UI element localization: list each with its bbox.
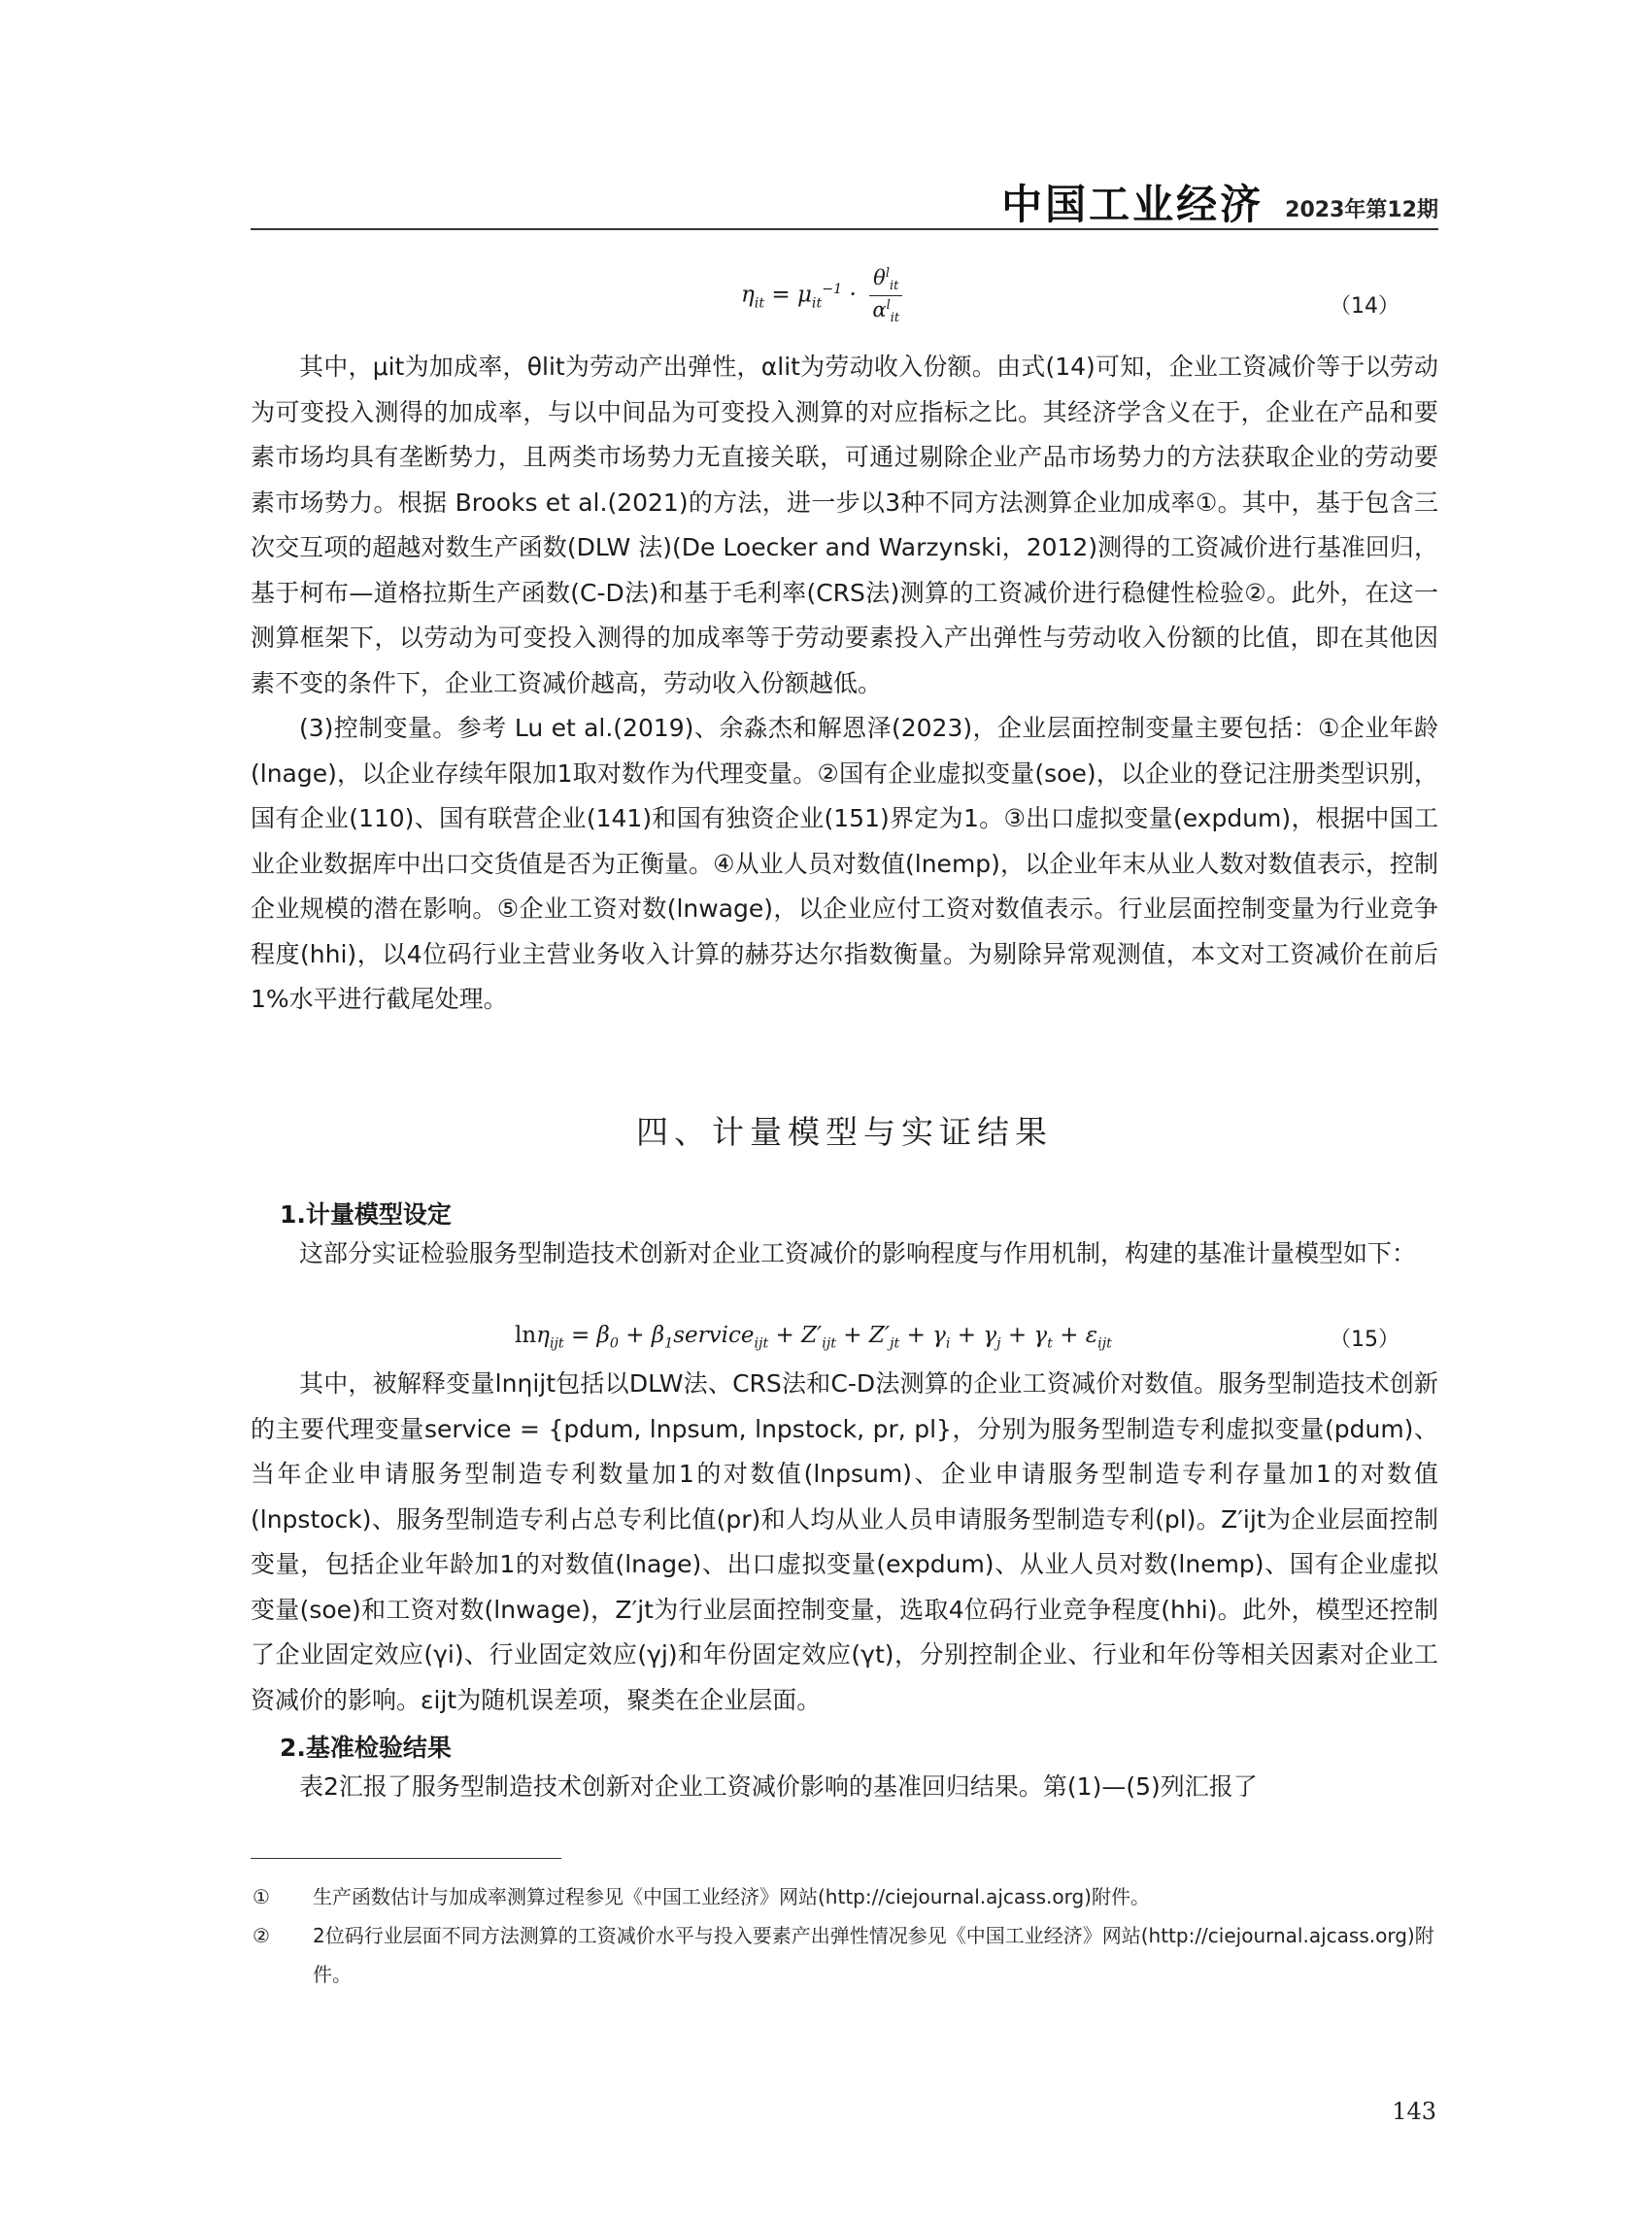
subsection-heading: 2.基准检验结果 [280,1734,452,1762]
equation-number: （15） [1330,1328,1399,1352]
footnote-rule [251,1858,561,1859]
body-paragraph [251,1765,1438,1810]
issue-label: 2023年第12期 [1285,198,1438,222]
journal-name: 中国工业经济 [1001,181,1264,228]
subsection-heading: 1.计量模型设定 [280,1200,452,1229]
equation-15: $\ln\eta_{ijt} = \beta_0$ + $\beta_1service_{ijt} + Z'_{ijt} + Z'_{jt} + \gamma_i + \gamma_j + \gamma_t + \varepsilon_{ijt}$ （15） [515,1323,1399,1352]
section-title: 四、计量模型与实证结果 [636,1113,1053,1151]
header-rule [251,228,1438,230]
footnote-mark: ① [253,1885,270,1908]
page-number: 143 [1392,2098,1436,2125]
body-paragraph [251,1362,1438,1723]
paragraph-markups: 其中，μit为加成率，θlit为劳动产出弹性，αlit为劳动收入份额。由式(14)可知，企业工资减价等于以劳动为可变投入测得的加成率，与以中间品为可变投入测算的对应指标之比。其经济学含义在于，企业在产品和要素市场均具有垄断势力，且两类市场势力无直接关联，可通过剔除企业产品市场势力的方法获取企业的劳动要素市场势力。根据 Brooks et al.(2021)的方法，进一步以3种不同方法测算企业加成率①。其中，基于包含三次交互项的超越对数生产函数(DLW 法)(De Loecker and Warzynski，2012)测得的工资减价进行基准回归，基于柯布—道格拉斯生产函数(C-D法)和基于毛利率(CRS法)测算的工资减价进行稳健性检验②。此外，在这一测算框架下，以劳动为可变投入测得的加成率等于劳动要素投入产出弹性与劳动收入份额的比值，即在其他因素不变的条件下，企业工资减价越高，劳动收入份额越低。 [251,353,1438,697]
footnote [251,1916,1438,1994]
paragraph-variables: 其中，被解释变量lnηijt包括以DLW法、CRS法和C-D法测算的企业工资减价对数值。服务型制造技术创新的主要代理变量service = {pdum, lnpsum, lnpstock, pr, pl}，分别为服务型制造专利虚拟变量(pdum)、当年企业申请服务型制造专利数量加1的对数值(lnpsum)、企业申请服务型制造专利存量加1的对数值(lnpstock)、服务型制造专利占总专利比值(pr)和人均从业人员申请服务型制造专利(pl)。Z′ijt为企业层面控制变量，包括企业年龄加1的对数值(lnage)、出口虚拟变量(expdum)、从业人员对数(lnemp)、国有企业虚拟变量(soe)和工资对数(lnwage)，Z′jt为行业层面控制变量，选取4位码行业竞争程度(hhi)。此外，模型还控制了企业固定效应(γi)、行业固定效应(γj)和年份固定效应(γt)，分别控制企业、行业和年份等相关因素对企业工资减价的影响。εijt为随机误差项，聚类在企业层面。 [251,1369,1438,1714]
footnote-text: 2位码行业层面不同方法测算的工资减价水平与投入要素产出弹性情况参见《中国工业经济》网站(http://ciejournal.ajcass.org)附件。 [313,1924,1434,1986]
footnote-mark: ② [253,1924,270,1947]
equation-number: （14） [1330,294,1399,319]
paragraph-controls: (3)控制变量。参考 Lu et al.(2019)、余淼杰和解恩泽(2023)，企业层面控制变量主要包括：①企业年龄(lnage)，以企业存续年限加1取对数作为代理变量。②国有企业虚拟变量(soe)，以企业的登记注册类型识别，国有企业(110)、国有联营企业(141)和国有独资企业(151)界定为1。③出口虚拟变量(expdum)，根据中国工业企业数据库中出口交货值是否为正衡量。④从业人员对数值(lnemp)，以企业年末从业人数对数值表示，控制企业规模的潜在影响。⑤企业工资对数(lnwage)，以企业应付工资对数值表示。行业层面控制变量为行业竞争程度(hhi)，以4位码行业主营业务收入计算的赫芬达尔指数衡量。为剔除异常观测值，本文对工资减价在前后1%水平进行截尾处理。 [251,714,1438,1013]
footnote [251,1877,1438,1916]
body-paragraph [251,1231,1438,1277]
footnotes [251,1877,1438,1994]
body-paragraph [251,345,1438,1023]
paragraph-results: 表2汇报了服务型制造技术创新对企业工资减价影响的基准回归结果。第(1)—(5)列汇报了 [299,1772,1258,1801]
footnote-text: 生产函数估计与加成率测算过程参见《中国工业经济》网站(http://ciejournal.ajcass.org)附件。 [313,1885,1150,1908]
running-header [251,181,1438,228]
equation-14: $\eta_{it} = \mu_{it}^{-1}$ · $\frac{\theta^l_{it}}{\alpha^l_{it}}$ （14） [741,266,1399,326]
paragraph-model-intro: 这部分实证检验服务型制造技术创新对企业工资减价的影响程度与作用机制，构建的基准计量模型如下： [299,1239,1417,1267]
